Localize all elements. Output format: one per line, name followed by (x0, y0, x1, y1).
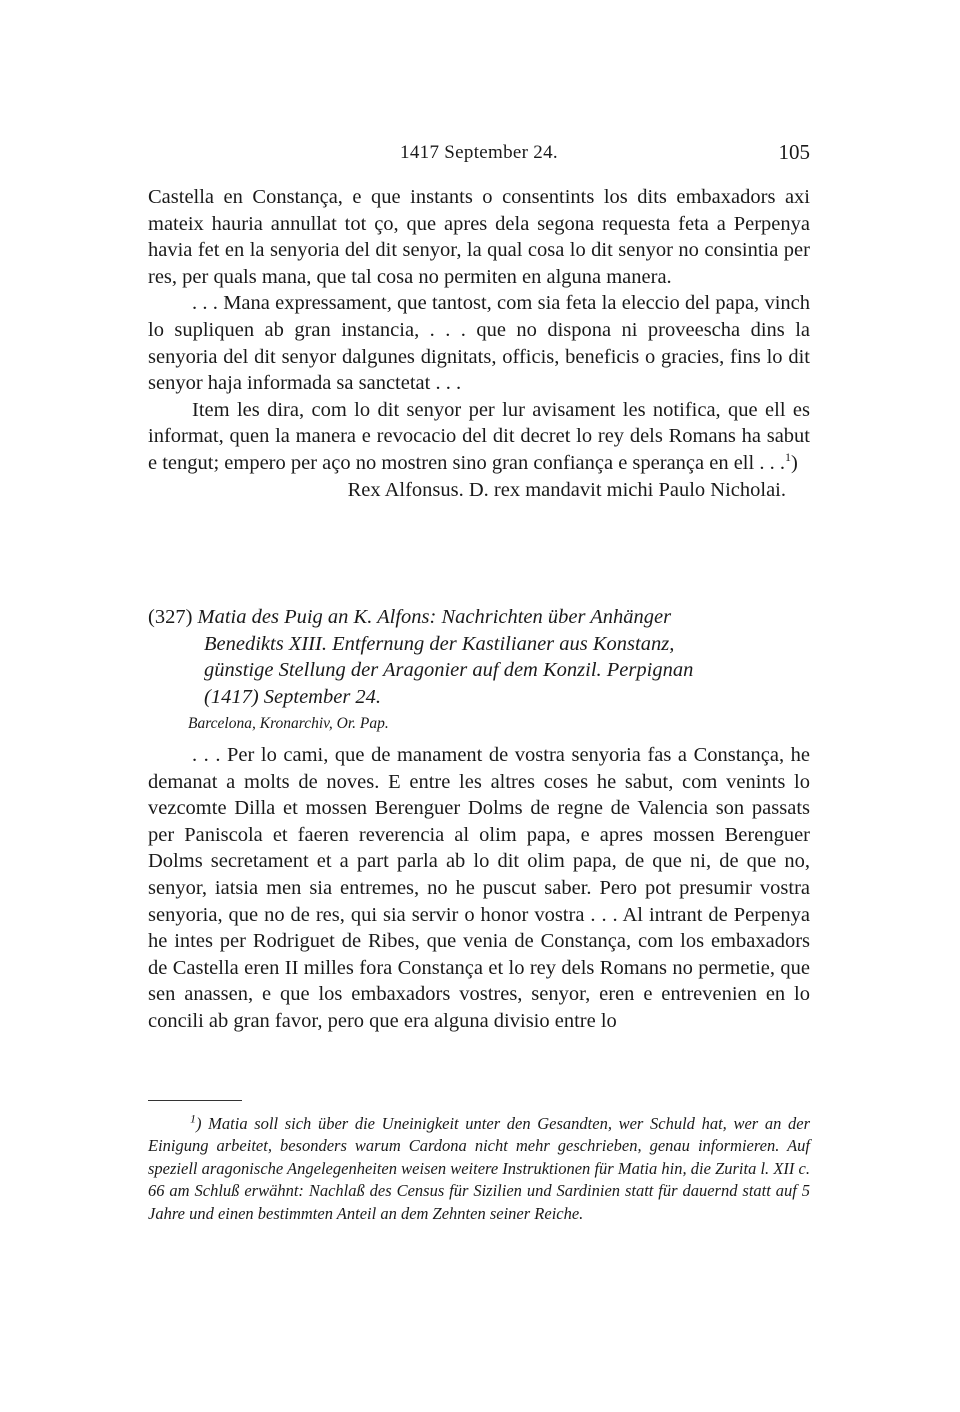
footnote (148, 1113, 810, 1225)
footnote-marker: 1 (784, 450, 791, 465)
document-body (148, 742, 810, 1035)
running-head: 1417 September 24. (400, 142, 558, 163)
body-paragraph: . . . Per lo cami, que de manament de vostra senyoria fas a Constança, he demanat a molts de noves. E entre les altres coses he sabut, com venints lo vezcomte Dilla et mossen Berenguer Dolms de regne de Valencia son passats per Paniscola et faeren reverencia al olim papa, e apres mossen Berenguer Dolms secretament et a part parla ab lo dit olim papa, de que ni, de que no, senyor, iatsia men sia entremes, no he puscut saber. Pero pot presumir vostra senyoria, que no de res, qui sia servir o honor vostra . . . Al intrant de Perpenya he intes per Rodriguet de Ribes, que venia de Constança, com los embaxadors de Castella eren II milles fora Constança et lo rey dels Romans no permetie, que sen anassen, e que los embaxadors vostres, senyor, eren e entrevenien en lo concili ab gran favor, pero que era alguna divisio entre lo (148, 744, 810, 1032)
document-number: (327) (148, 606, 193, 628)
footnote-text: Matia soll sich über die Uneinigkeit unter den Gesandten, wer Schuld hat, wer an der Einigung arbeitet, besonders warum Cardona nicht mehr geschrieben, genau informieren. Auf speziell aragonische Angelegenheiten weisen weitere Instruktionen für Matia hin, die Zurita l. XII c. 66 am Schluß erwähnt: Nachlaß des Census für Sizilien und Sardinien statt für dauernd statt auf 5 Jahre und einen bestimmten Anteil an dem Zehnten seiner Reiche. (148, 1114, 810, 1223)
document-title-line: Benedikts XIII. Entfernung der Kastilianer aus Konstanz, (204, 632, 675, 655)
continued-letter-text (148, 184, 810, 503)
body-paragraph (148, 397, 810, 477)
footnote-text-wrap: $^1$) Matia soll sich über die Uneinigkeit unter den Gesandten, wer Schuld hat, wer an der Einigung arbeitet, besonders warum Cardona nicht mehr geschrieben, genau informieren. Auf speziell aragonische Angelegenheiten weisen weitere Instruktionen für Matia hin, die Zurita l. XII c. 66 am Schluß erwähnt: Nachlaß des Census für Sizilien und Sardinien statt für dauernd statt auf 5 Jahre und einen bestimmten Anteil an dem Zehnten seiner Reiche. (148, 1111, 810, 1223)
footnote-marker-close: ) (790, 451, 798, 474)
document-title-line: günstige Stellung der Aragonier auf dem Konzil. Perpignan (204, 659, 694, 682)
body-paragraph: Castella en Constança, e que instants o consentints los dits embaxadors axi mateix hauria annullat tot ço, que apres dela segona requesta feta a Perpenya havia fet en la senyoria del dit senyor, la qual cosa lo dit senyor no consintia per res, per quals mana, que tal cosa no permiten en alguna manera. (148, 186, 810, 288)
document-title-line (148, 604, 810, 631)
body-paragraph-text: Item les dira, com lo dit senyor per lur avisament les notifica, que ell es informat, quen la manera e revocacio del dit decret lo rey dels Romans ha sabut e tengut; empero per aço no mostren sino gran confiança e sperança en ell . . . (148, 398, 810, 474)
page-number: 105 (778, 140, 810, 164)
document-title-line: (1417) September 24. (204, 685, 382, 708)
document-heading (148, 604, 810, 734)
document-title: Matia des Puig an K. Alfons: Nachrichten über Anhänger (197, 606, 672, 628)
signature-line: Rex Alfonsus. D. rex mandavit michi Paulo Nicholai. (347, 478, 786, 501)
page-header (148, 140, 810, 170)
footnote-number: 1 (190, 1111, 196, 1126)
footnote-divider (148, 1100, 242, 1101)
archive-reference: Barcelona, Kronarchiv, Or. Pap. (188, 715, 389, 733)
body-paragraph: . . . Mana expressament, que tantost, com sia feta la eleccio del papa, vinch lo supliquen ab gran instancia, . . . que no dispona ni proveescha dins la senyoria del dit senyor dalgunes dignitats, officis, beneficis o gracies, fins lo dit senyor haja informada sa sanctetat . . . (148, 292, 810, 395)
